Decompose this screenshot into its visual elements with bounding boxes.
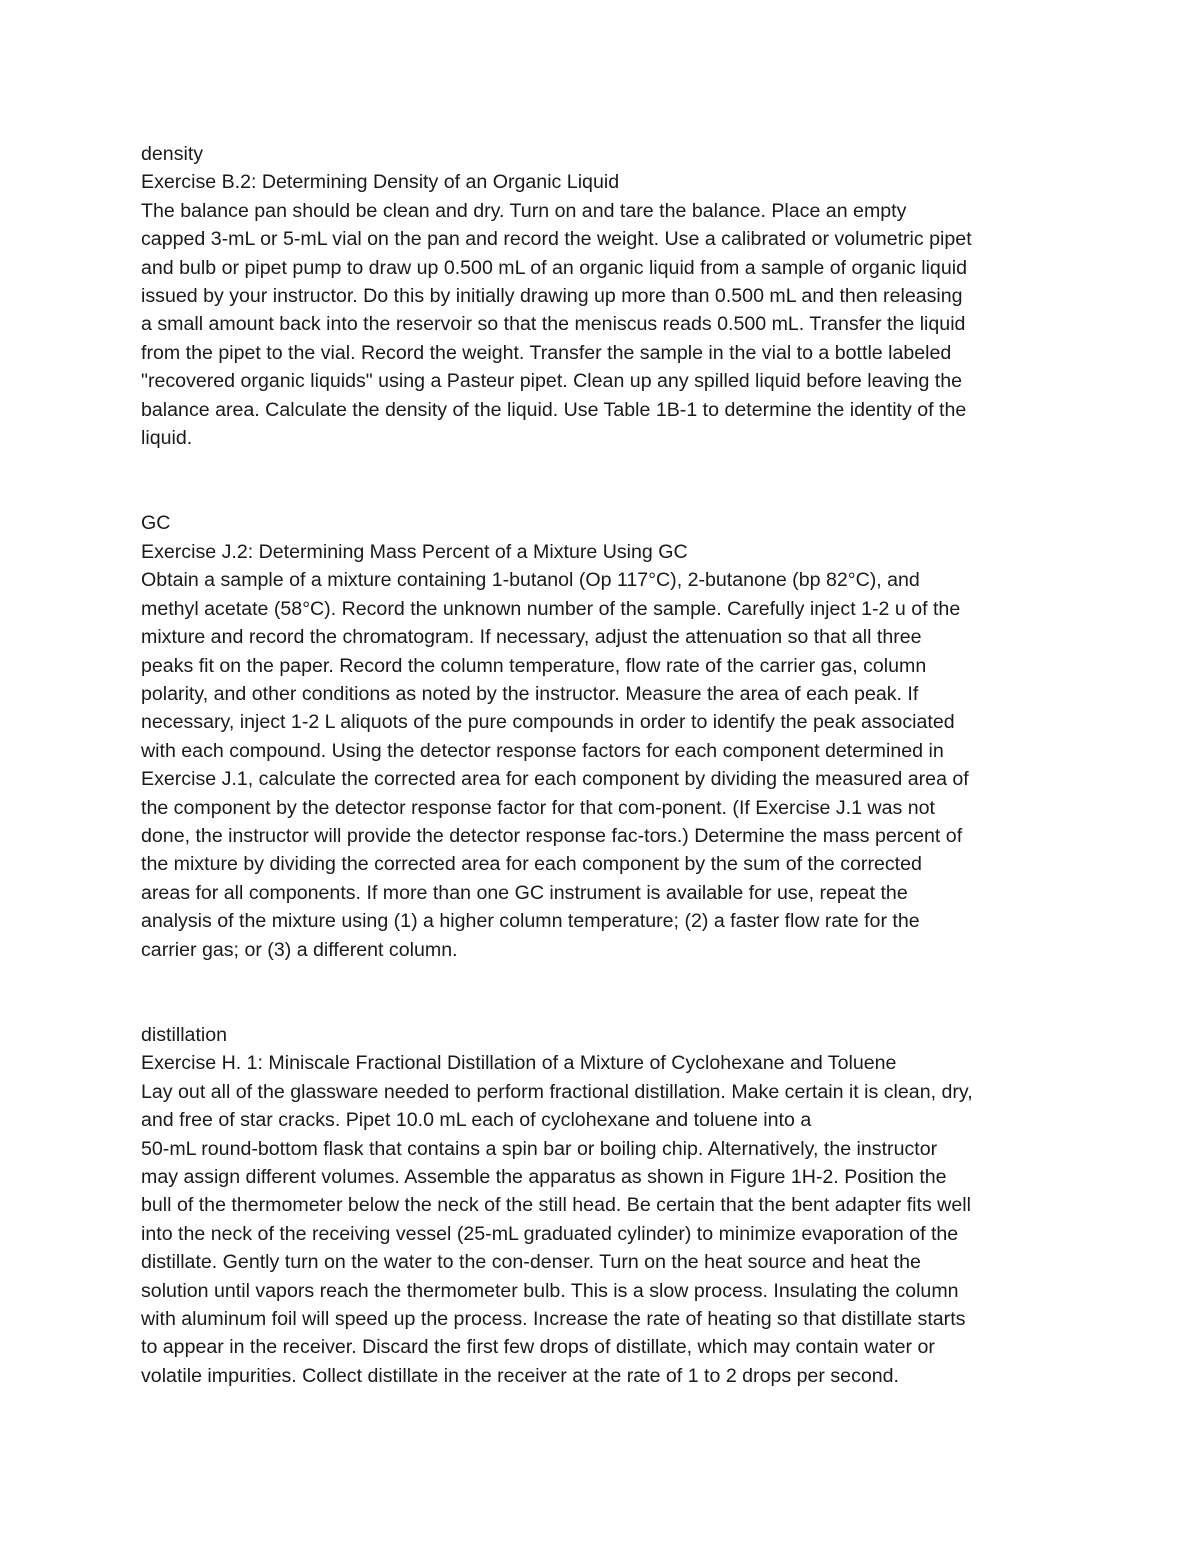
body-line: Lay out all of the glassware needed to perform fractional distillation. Make certain it is clean, dry,	[141, 1080, 973, 1103]
body-line: solution until vapors reach the thermometer bulb. This is a slow process. Insulating the column	[141, 1279, 959, 1302]
body-line: The balance pan should be clean and dry. Turn on and tare the balance. Place an empty	[141, 199, 907, 222]
body-line: capped 3-mL or 5-mL vial on the pan and record the weight. Use a calibrated or volumetric pipet	[141, 228, 972, 251]
section-distillation	[141, 1021, 1066, 1390]
body-line: into the neck of the receiving vessel (25-mL graduated cylinder) to minimize evaporation of the	[141, 1222, 959, 1245]
body-line: and bulb or pipet pump to draw up 0.500 mL of an organic liquid from a sample of organic liquid	[141, 256, 967, 279]
body-line: analysis of the mixture using (1) a higher column temperature; (2) a faster flow rate for the	[141, 910, 920, 933]
section-body	[141, 566, 1066, 964]
body-line: from the pipet to the vial. Record the weight. Transfer the sample in the vial to a bottle labeled	[141, 341, 952, 364]
section-topic: density	[141, 143, 204, 165]
body-line: issued by your instructor. Do this by initially drawing up more than 0.500 mL and then releasing	[141, 285, 963, 308]
section-title: Exercise J.2: Determining Mass Percent of a Mixture Using GC	[141, 540, 688, 563]
body-line: "recovered organic liquids" using a Pasteur pipet. Clean up any spilled liquid before leaving the	[141, 370, 963, 393]
body-line: polarity, and other conditions as noted by the instructor. Measure the area of each peak. If	[141, 682, 919, 705]
body-line: with each compound. Using the detector response factors for each component determined in	[141, 739, 944, 762]
body-line: may assign different volumes. Assemble the apparatus as shown in Figure 1H-2. Position the	[141, 1166, 947, 1188]
section-topic: distillation	[141, 1023, 228, 1046]
body-line: necessary, inject 1-2 L aliquots of the pure compounds in order to identify the peak associated	[141, 711, 955, 734]
body-line: areas for all components. If more than one GC instrument is available for use, repeat the	[141, 881, 908, 904]
document-page	[141, 140, 1066, 1390]
body-line: the component by the detector response factor for that com-ponent. (If Exercise J.1 was not	[141, 796, 935, 819]
body-line: bull of the thermometer below the neck of the still head. Be certain that the bent adapter fits well	[141, 1194, 971, 1217]
body-line: done, the instructor will provide the detector response fac-tors.) Determine the mass percent of	[141, 824, 963, 847]
body-line: carrier gas; or (3) a different column.	[141, 938, 458, 961]
section-topic: GC	[141, 512, 171, 535]
body-line: with aluminum foil will speed up the process. Increase the rate of heating so that distillate starts	[141, 1308, 966, 1331]
section-body	[141, 1078, 1066, 1390]
body-line: 50-mL round-bottom flask that contains a spin bar or boiling chip. Alternatively, the instructor	[141, 1137, 938, 1160]
body-line: a small amount back into the reservoir so that the meniscus reads 0.500 mL. Transfer the liquid	[141, 313, 966, 336]
body-line: distillate. Gently turn on the water to the con-denser. Turn on the heat source and heat the	[141, 1251, 921, 1274]
section-density	[141, 140, 1066, 452]
body-line: methyl acetate (58°C). Record the unknown number of the sample. Carefully inject 1-2 u of the	[141, 597, 961, 620]
body-line: mixture and record the chromatogram. If necessary, adjust the attenuation so that all three	[141, 626, 922, 649]
body-line: Obtain a sample of a mixture containing 1-butanol (Op 117°C), 2-butanone (bp 82°C), and	[141, 569, 920, 592]
section-title: Exercise H. 1: Miniscale Fractional Distillation of a Mixture of Cyclohexane and Toluene	[141, 1052, 897, 1075]
section-title: Exercise B.2: Determining Density of an Organic Liquid	[141, 171, 620, 194]
section-gc	[141, 509, 1066, 964]
body-line: liquid.	[141, 427, 193, 450]
body-line: to appear in the receiver. Discard the first few drops of distillate, which may contain water or	[141, 1336, 935, 1359]
section-body	[141, 197, 1066, 453]
body-line: peaks fit on the paper. Record the column temperature, flow rate of the carrier gas, column	[141, 654, 927, 677]
body-line: balance area. Calculate the density of the liquid. Use Table 1B-1 to determine the identity of the	[141, 398, 967, 421]
body-line: and free of star cracks. Pipet 10.0 mL each of cyclohexane and toluene into a	[141, 1109, 812, 1132]
body-line: volatile impurities. Collect distillate in the receiver at the rate of 1 to 2 drops per second.	[141, 1364, 900, 1387]
body-line: the mixture by dividing the corrected area for each component by the sum of the corrected	[141, 853, 922, 876]
body-line: Exercise J.1, calculate the corrected area for each component by dividing the measured area of	[141, 768, 969, 791]
